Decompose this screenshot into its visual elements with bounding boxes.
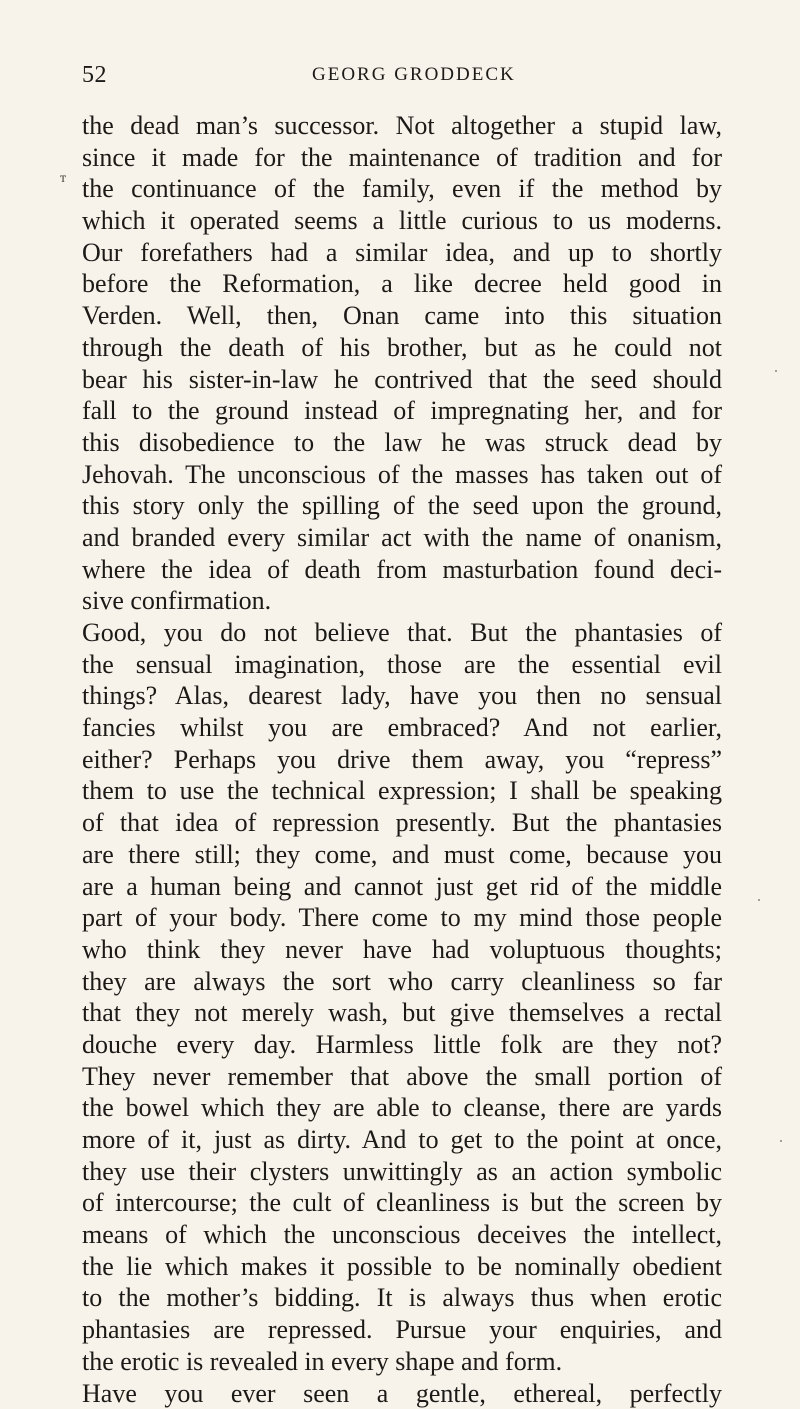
paragraph-end-line: sive confirmation. [82, 585, 722, 617]
text-line: through the death of his brother, but as he could not [82, 332, 722, 364]
text-line: things? Alas, dearest lady, have you then no sensual [82, 680, 722, 712]
text-line: means of which the unconscious deceives the intellect, [82, 1219, 722, 1251]
text-line: Jehovah. The unconscious of the masses has taken out of [82, 459, 722, 491]
text-line: They never remember that above the small portion of [82, 1061, 722, 1093]
text-line: Have you ever seen a gentle, ethereal, perfectly [82, 1378, 722, 1409]
text-line: either? Perhaps you drive them away, you “repress” [82, 744, 722, 776]
text-line: before the Reformation, a like decree held good in [82, 268, 722, 300]
body-text [82, 110, 722, 1409]
text-line: bear his sister-in-law he contrived that the seed should [82, 364, 722, 396]
text-line: fancies whilst you are embraced? And not earlier, [82, 712, 722, 744]
text-line: the sensual imagination, those are the essential evil [82, 649, 722, 681]
running-head [82, 62, 722, 92]
paper-speck [775, 370, 777, 372]
text-line: to the mother’s bidding. It is always thus when erotic [82, 1282, 722, 1314]
text-line: are a human being and cannot just get rid of the middle [82, 871, 722, 903]
text-line: douche every day. Harmless little folk are they not? [82, 1029, 722, 1061]
text-line: they are always the sort who carry cleanliness so far [82, 966, 722, 998]
text-line: Good, you do not believe that. But the phantasies of [82, 617, 722, 649]
text-line: the lie which makes it possible to be nominally obedient [82, 1251, 722, 1283]
text-line: and branded every similar act with the name of onanism, [82, 522, 722, 554]
text-line: that they not merely wash, but give themselves a rectal [82, 997, 722, 1029]
text-line: which it operated seems a little curious to us moderns. [82, 205, 722, 237]
text-line: they use their clysters unwittingly as an action symbolic [82, 1156, 722, 1188]
text-line: Verden. Well, then, Onan came into this situation [82, 300, 722, 332]
text-line: more of it, just as dirty. And to get to the point at once, [82, 1124, 722, 1156]
text-line: Our forefathers had a similar idea, and up to shortly [82, 237, 722, 269]
text-line: the bowel which they are able to cleanse, there are yards [82, 1092, 722, 1124]
text-line: of that idea of repression presently. But the phantasies [82, 807, 722, 839]
text-line: of intercourse; the cult of cleanliness is but the screen by [82, 1187, 722, 1219]
page-number: 52 [82, 62, 107, 89]
text-line: part of your body. There come to my mind those people [82, 902, 722, 934]
text-line: this disobedience to the law he was struck dead by [82, 427, 722, 459]
paper-speck [780, 1140, 782, 1142]
text-line: the continuance of the family, even if the method by [82, 173, 722, 205]
text-line: are there still; they come, and must come, because you [82, 839, 722, 871]
text-line: phantasies are repressed. Pursue your enquiries, and [82, 1314, 722, 1346]
paper-speck [758, 899, 760, 901]
text-line: fall to the ground instead of impregnating her, and for [82, 395, 722, 427]
text-line: the dead man’s successor. Not altogether a stupid law, [82, 110, 722, 142]
text-line: them to use the technical expression; I shall be speaking [82, 775, 722, 807]
text-line: where the idea of death from masturbation found deci- [82, 554, 722, 586]
text-line: this story only the spilling of the seed upon the ground, [82, 490, 722, 522]
margin-mark: ᴛ [60, 171, 66, 187]
text-line: who think they never have had voluptuous thoughts; [82, 934, 722, 966]
running-head-author: GEORG GRODDECK [312, 64, 516, 86]
text-line: since it made for the maintenance of tradition and for [82, 142, 722, 174]
paragraph-end-line: the erotic is revealed in every shape and form. [82, 1346, 722, 1378]
